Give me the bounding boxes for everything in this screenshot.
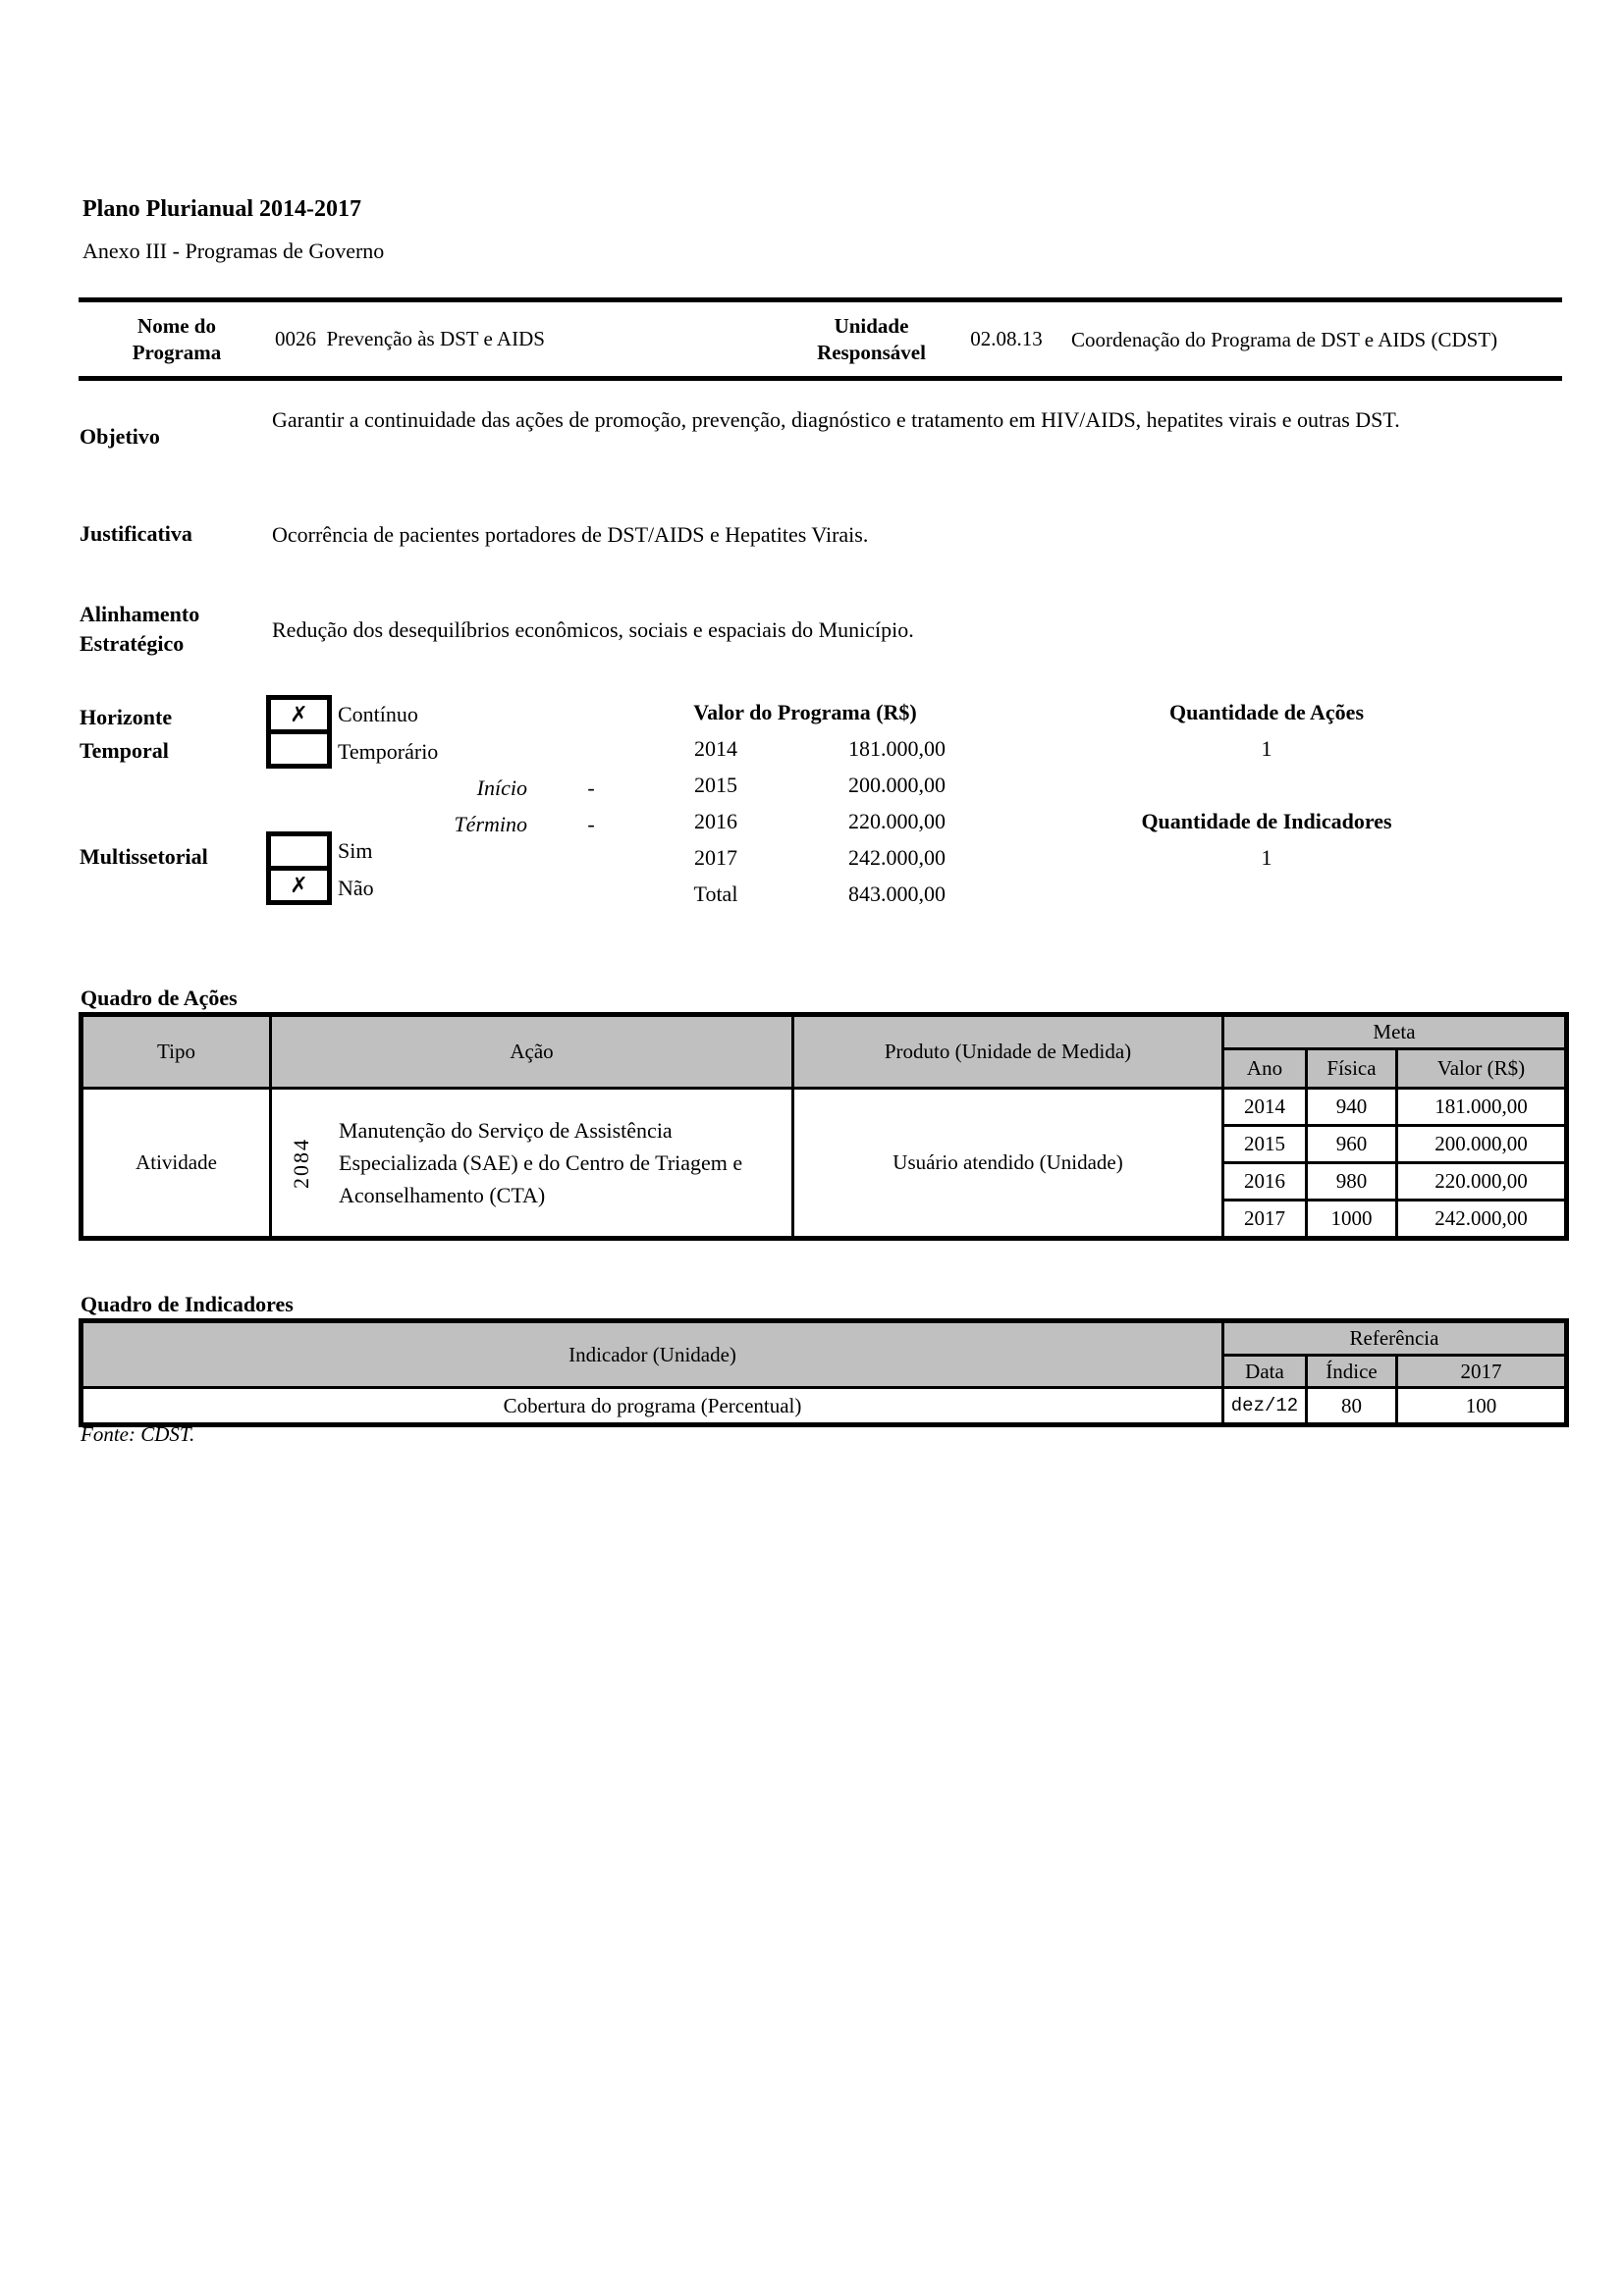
meta-valor-0: 181.000,00 (1397, 1089, 1567, 1126)
quadro-acoes-title: Quadro de Ações (81, 986, 238, 1010)
fonte-note: Fonte: CDST. (81, 1422, 195, 1446)
valor-year-2016: 2016 (694, 809, 737, 833)
valor-amount-2015: 200.000,00 (848, 773, 946, 797)
nao-label: Não (338, 875, 374, 900)
quadro-indicadores-table (79, 1318, 1569, 1427)
inicio-value: - (587, 775, 595, 800)
indicadores-header-data: Data (1223, 1356, 1307, 1388)
sim-label: Sim (338, 838, 373, 863)
quantidade-indicadores-value: 1 (1261, 845, 1272, 870)
meta-ano-2: 2016 (1223, 1163, 1307, 1201)
indicador-2017-cell: 100 (1397, 1388, 1567, 1425)
program-header-bar (79, 297, 1562, 381)
multissetorial-checkbox-group (266, 831, 374, 905)
valor-year-total: Total (693, 881, 738, 906)
indicadores-header-referencia: Referência (1223, 1321, 1567, 1356)
doc-title: Plano Plurianual 2014-2017 (82, 196, 362, 222)
quantidade-indicadores-label: Quantidade de Indicadores (1141, 809, 1392, 833)
valor-year-2014: 2014 (694, 736, 737, 761)
continuo-checkbox (266, 695, 332, 734)
unit-name: Coordenação do Programa de DST e AIDS (CDST) (1071, 327, 1498, 351)
indicadores-header-2017: 2017 (1397, 1356, 1567, 1388)
justificativa-label: Justificativa (80, 521, 192, 546)
acoes-header-fisica: Física (1307, 1049, 1397, 1089)
doc-subtitle: Anexo III - Programas de Governo (82, 239, 385, 263)
continuo-row (266, 695, 438, 734)
objetivo-label: Objetivo (80, 424, 160, 449)
valor-amount-total: 843.000,00 (848, 881, 946, 906)
quantidade-acoes-label: Quantidade de Ações (1168, 700, 1365, 724)
meta-ano-0: 2014 (1223, 1089, 1307, 1126)
continuo-check-mark: ✗ (290, 702, 308, 727)
meta-valor-1: 200.000,00 (1397, 1126, 1567, 1163)
indicadores-header-indice: Índice (1307, 1356, 1397, 1388)
valor-amount-2014: 181.000,00 (848, 736, 946, 761)
continuo-label: Contínuo (338, 702, 418, 726)
indicadores-header-indicador: Indicador (Unidade) (81, 1321, 1223, 1388)
alinhamento-label: Alinhamento Estratégico (80, 602, 200, 656)
temporario-checkbox (266, 729, 332, 769)
horizonte-temporal-label: Horizonte Temporal (80, 705, 173, 763)
acoes-header-tipo: Tipo (81, 1015, 271, 1089)
valor-amount-2017: 242.000,00 (848, 845, 946, 870)
temporario-label: Temporário (338, 738, 439, 764)
program-name-label: Nome do Programa (132, 313, 222, 364)
indicador-indice-cell: 80 (1307, 1388, 1397, 1425)
temporario-row (266, 734, 438, 769)
nao-checkbox (266, 866, 332, 905)
indicador-nome-cell: Cobertura do programa (Percentual) (81, 1388, 1223, 1425)
unit-code: 02.08.13 (970, 327, 1043, 350)
meta-valor-2: 220.000,00 (1397, 1163, 1567, 1201)
nao-row (266, 871, 374, 905)
program-code-name: 0026 Prevenção às DST e AIDS (275, 327, 545, 350)
meta-fisica-2: 980 (1307, 1163, 1397, 1201)
acoes-header-acao: Ação (271, 1015, 793, 1089)
acoes-header-produto: Produto (Unidade de Medida) (793, 1015, 1223, 1089)
meta-ano-3: 2017 (1223, 1201, 1307, 1239)
valor-year-2015: 2015 (694, 773, 737, 797)
inicio-label: Início (476, 775, 527, 800)
objetivo-text: Garantir a continuidade das ações de promoção, prevenção, diagnóstico e tratamento em HIV/AIDS, hepatites virais e outras DST. (272, 407, 1400, 432)
acoes-header-ano: Ano (1223, 1049, 1307, 1089)
acao-cell (271, 1089, 793, 1239)
quantidade-acoes-value: 1 (1261, 736, 1272, 761)
sim-row (266, 831, 374, 871)
acoes-header-valor: Valor (R$) (1397, 1049, 1567, 1089)
termino-value: - (587, 812, 595, 836)
alinhamento-text: Redução dos desequilíbrios econômicos, sociais e espaciais do Município. (272, 617, 914, 642)
meta-fisica-0: 940 (1307, 1089, 1397, 1126)
valor-year-2017: 2017 (694, 845, 737, 870)
unit-label: Unidade Responsável (817, 313, 926, 364)
multissetorial-label: Multissetorial (80, 844, 208, 869)
acao-tipo-cell: Atividade (81, 1089, 271, 1239)
quadro-indicadores-title: Quadro de Indicadores (81, 1292, 294, 1316)
sim-checkbox (266, 831, 332, 871)
meta-fisica-1: 960 (1307, 1126, 1397, 1163)
acao-codigo: 2084 (289, 1137, 313, 1189)
quadro-acoes-table (79, 1012, 1569, 1241)
valor-amount-2016: 220.000,00 (848, 809, 946, 833)
meta-valor-3: 242.000,00 (1397, 1201, 1567, 1239)
meta-ano-1: 2015 (1223, 1126, 1307, 1163)
justificativa-text: Ocorrência de pacientes portadores de DST/AIDS e Hepatites Virais. (272, 522, 869, 547)
meta-fisica-3: 1000 (1307, 1201, 1397, 1239)
horizonte-checkbox-group (266, 695, 438, 769)
acoes-header-meta: Meta (1223, 1015, 1567, 1049)
indicador-data-cell: dez/12 (1223, 1388, 1307, 1425)
valor-programa-title: Valor do Programa (R$) (693, 700, 917, 724)
acao-descricao: Manutenção do Serviço de Assistência Especializada (SAE) e do Centro de Triagem e Aconselhamento (CTA) (339, 1118, 743, 1207)
nao-check-mark: ✗ (290, 873, 308, 898)
termino-label: Término (454, 812, 527, 836)
acao-produto-cell: Usuário atendido (Unidade) (793, 1089, 1223, 1239)
